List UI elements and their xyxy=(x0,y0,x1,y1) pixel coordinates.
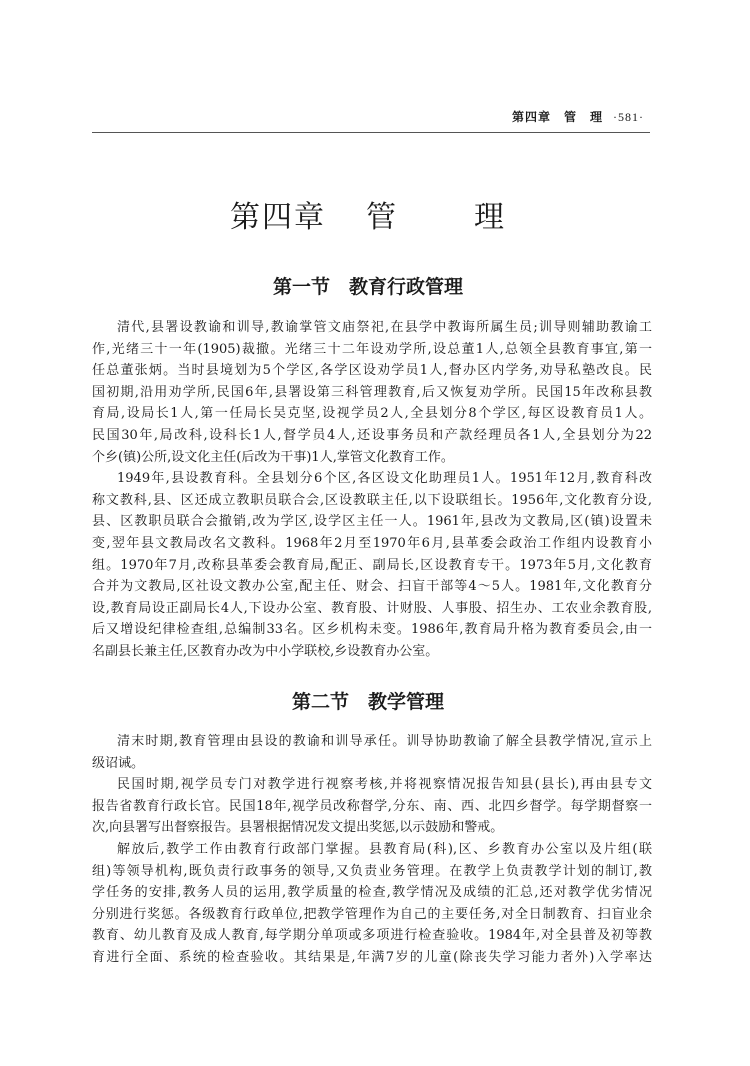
page-number: ·581· xyxy=(613,110,644,124)
chapter-title-number: 第四章 xyxy=(230,200,326,235)
section-title-2: 第二节 教学管理 xyxy=(291,691,444,713)
text-line: 变,翌年县文教局改名文教科。1968年2月至1970年6月,县革委会政治工作组内设教育小 xyxy=(92,535,652,551)
paragraph xyxy=(92,468,652,662)
text-line: 育进行全面、系统的检查验收。其结果是,年满7岁的儿童(除丧失学习能力者外)入学率达 xyxy=(92,949,652,965)
text-line: 学任务的安排,教务人员的运用,教学质量的检查,教学情况及成绩的汇总,还对教学优劣情况 xyxy=(92,885,652,901)
paragraph xyxy=(92,731,652,774)
text-line: 教育、幼儿教育及成人教育,每学期分单项或多项进行检查验收。1984年,对全县普及初等教 xyxy=(92,928,652,944)
paragraph xyxy=(92,839,652,969)
text-line: 县、区教职员联合会撤销,改为学区,设学区主任一人。1961年,县改为文教局,区(镇)设置未 xyxy=(92,514,652,530)
text-line: 报告省教育行政长官。民国18年,视学员改称督学,分东、南、西、北四乡督学。每学期督察一 xyxy=(92,798,652,814)
section-2-body xyxy=(92,731,652,969)
text-line: 级诏诫。 xyxy=(92,755,145,771)
chapter-title xyxy=(0,192,736,236)
text-line: 后又增设纪律检查组,总编制33名。区乡机构未变。1986年,教育局升格为教育委员会,由一 xyxy=(92,622,652,638)
text-line: 分别进行奖惩。各级教育行政单位,把教学管理作为自己的主要任务,对全日制教育、扫盲业余 xyxy=(92,906,652,922)
paragraph xyxy=(92,774,652,839)
text-line: 解放后,教学工作由教育行政部门掌握。县教育局(科),区、乡教育办公室以及片组(联 xyxy=(117,841,652,857)
text-line: 组)等领导机构,既负责行政事务的领导,又负责业务管理。在教学上负责教学计划的制订,教 xyxy=(92,863,652,879)
text-line: 称文教科,县、区还成立教职员联合会,区设教联主任,以下设联组长。1956年,文化教育分设, xyxy=(92,492,652,508)
running-head-chapter: 第四章 管 理 xyxy=(511,110,603,124)
text-line: 作,光绪三十一年(1905)裁撤。光绪三十二年设劝学所,设总董1人,总领全县教育事宜,第一 xyxy=(92,341,652,357)
text-line: 1949年,县设教育科。全县划分6个区,各区设文化助理员1人。1951年12月,教育科改 xyxy=(117,471,652,487)
text-line: 名副县长兼主任,区教育办改为中小学联校,乡设教育办公室。 xyxy=(92,643,439,659)
text-line: 任总董张炳。当时县境划为5个学区,各学区设劝学员1人,督办区内学务,劝导私塾改良。民 xyxy=(92,363,652,379)
running-head-text xyxy=(512,108,644,125)
text-line: 国初期,沿用劝学所,民国6年,县署设第三科管理教育,后又恢复劝学所。民国15年改称县教 xyxy=(92,384,652,400)
text-line: 育局,设局长1人,第一任局长吴克坚,设视学员2人,全县划分8个学区,每区设教育员1人。 xyxy=(92,406,652,422)
running-head xyxy=(92,106,650,133)
section-1-body xyxy=(92,317,652,663)
text-line: 个乡(镇)公所,设文化主任(后改为干事)1人,掌管文化教育工作。 xyxy=(92,449,454,465)
text-line: 设,教育局设正副局长4人,下设办公室、教育股、计财股、人事股、招生办、工农业余教育股, xyxy=(92,600,652,616)
text-line: 清末时期,教育管理由县设的教谕和训导承任。训导协助教谕了解全县教学情况,宣示上 xyxy=(117,734,652,749)
paragraph xyxy=(92,317,652,468)
text-line: 清代,县署设教谕和训导,教谕掌管文庙祭祀,在县学中教诲所属生员;训导则辅助教谕工 xyxy=(117,320,652,335)
text-line: 民国30年,局改科,设科长1人,督学员4人,还设事务员和产款经理员各1人,全县划分为22 xyxy=(92,427,652,443)
text-line: 次,向县署写出督察报告。县署根据情况发文提出奖惩,以示鼓励和警戒。 xyxy=(92,820,504,836)
chapter-title-word-2: 理 xyxy=(474,200,506,235)
chapter-title-word-1: 管 xyxy=(366,200,398,235)
text-line: 合并为文教局,区社设文教办公室,配主任、财会、扫盲干部等4～5人。1981年,文化教育分 xyxy=(92,579,652,595)
section-title-1: 第一节 教育行政管理 xyxy=(272,276,463,298)
text-line: 民国时期,视学员专门对教学进行视察考核,并将视察情况报告知县(县长),再由县专文 xyxy=(117,777,652,793)
text-line: 组。1970年7月,改称县革委会教育局,配正、副局长,区设教育专干。1973年5月,文化教育 xyxy=(92,557,652,573)
